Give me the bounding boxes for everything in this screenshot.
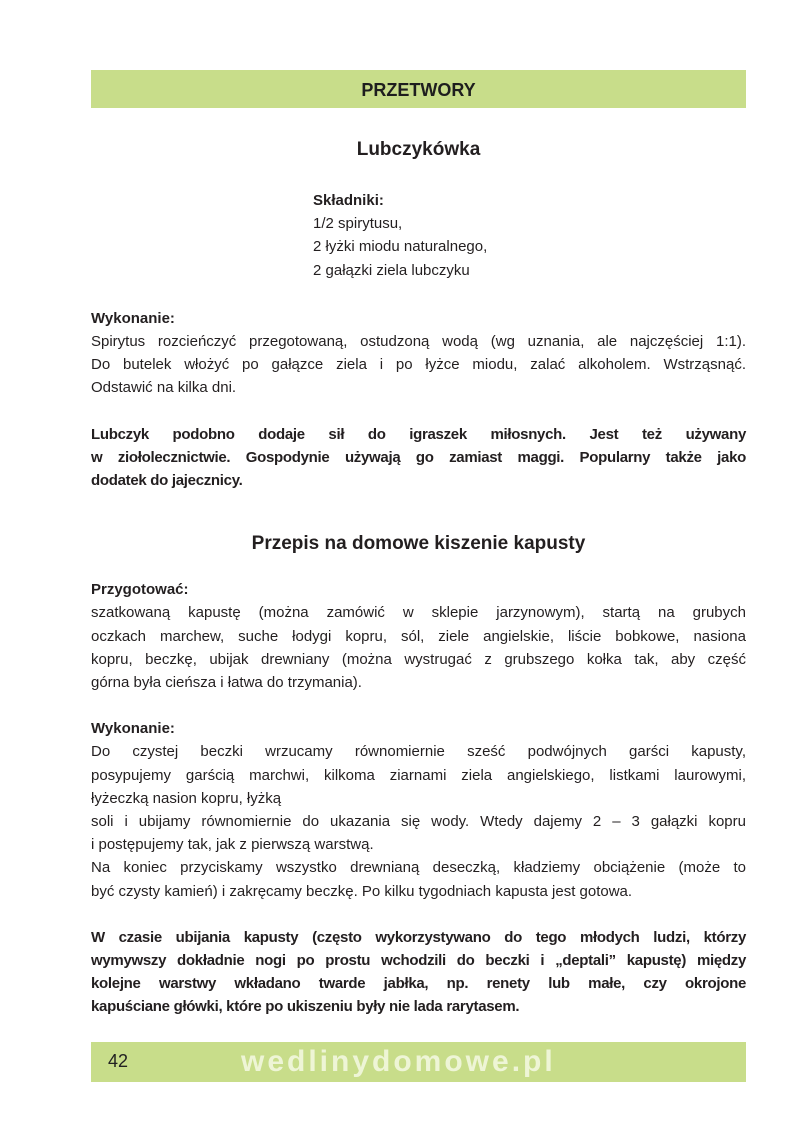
preparation-section (91, 578, 746, 694)
text-line: i postępujemy tak, jak z pierwszą warstwą. (91, 836, 374, 854)
text-line: w ziołolecznictwie. Gospodynie używają go zamiast maggi. Popularny także jako (91, 448, 746, 466)
note-paragraph (91, 926, 746, 1019)
text-line: Spirytus rozcieńczyć przegotowaną, ostudzoną wodą (wg uznania, ale najczęściej 1:1). (91, 333, 746, 351)
text-line: oczkach marchew, suche łodygi kopru, sól, ziele angielskie, liście bobkowe, nasiona (91, 627, 746, 645)
ingredients-list (313, 189, 713, 282)
text-line: kolejne warstwy wkładano twarde jabłka, np. renety lub małe, czy okrojone (91, 975, 746, 993)
method-section (91, 307, 746, 400)
prep-label: Przygotować: (91, 581, 189, 599)
text-line: łyżeczką nasion kopru, łyżką (91, 789, 282, 807)
text-line: dodatek do jajecznicy. (91, 472, 243, 490)
method-label: Wykonanie: (91, 309, 175, 327)
text-line: Lubczyk podobno dodaje sił do igraszek miłosnych. Jest też używany (91, 425, 746, 443)
text-line: górna była cieńsza i łatwa do trzymania). (91, 674, 362, 692)
text-line: Do czystej beczki wrzucamy równomiernie sześć podwójnych garści kapusty, (91, 743, 746, 761)
text-line: soli i ubijamy równomiernie do ukazania się wody. Wtedy dajemy 2 – 3 gałązki kopru (91, 813, 746, 831)
watermark: wedlinydomowe.pl (241, 1044, 556, 1078)
text-line: posypujemy garścią marchwi, kilkoma ziarnami ziela angielskiego, listkami laurowymi, (91, 766, 746, 784)
section-title: PRZETWORY (361, 80, 476, 100)
text-line: szatkowaną kapustę (można zamówić w sklepie jarzynowym), startą na grubych (91, 604, 746, 622)
text-line: kapuściane główki, które po ukiszeniu były nie lada rarytasem. (91, 998, 520, 1016)
ingredients-label: Składniki: (313, 192, 384, 209)
text-line: Na koniec przyciskamy wszystko drewnianą deseczką, kładziemy obciążenie (może to (91, 859, 746, 877)
page-number: 42 (108, 1050, 129, 1071)
text-line: W czasie ubijania kapusty (często wykorzystywano do tego młodych ludzi, którzy (91, 928, 746, 946)
text-line: być czysty kamień) i zakręcamy beczkę. Po kilku tygodniach kapusta jest gotowa. (91, 882, 633, 900)
ingredient: 2 gałązki ziela lubczyku (313, 261, 470, 279)
method-label: Wykonanie: (91, 720, 175, 738)
text-line: Odstawić na kilka dni. (91, 379, 237, 397)
note-paragraph (91, 423, 746, 493)
text-line: kopru, beczkę, ubijak drewniany (można wystrugać z grubszego kołka tak, aby część (91, 650, 746, 668)
text-line: Do butelek włożyć po gałązce ziela i po łyżce miodu, zalać alkoholem. Wstrząsnąć. (91, 356, 746, 374)
recipe-title: Przepis na domowe kiszenie kapusty (251, 533, 586, 555)
recipe-title: Lubczykówka (356, 139, 481, 160)
section-header-bar (91, 70, 746, 108)
ingredient: 1/2 spirytusu, (313, 215, 403, 233)
footer-bar (91, 1042, 746, 1082)
text-line: wymywszy dokładnie nogi po prostu wchodzili do beczki i „deptali” kapustę) między (91, 952, 746, 970)
method-section (91, 717, 746, 903)
ingredient: 2 łyżki miodu naturalnego, (313, 238, 488, 256)
